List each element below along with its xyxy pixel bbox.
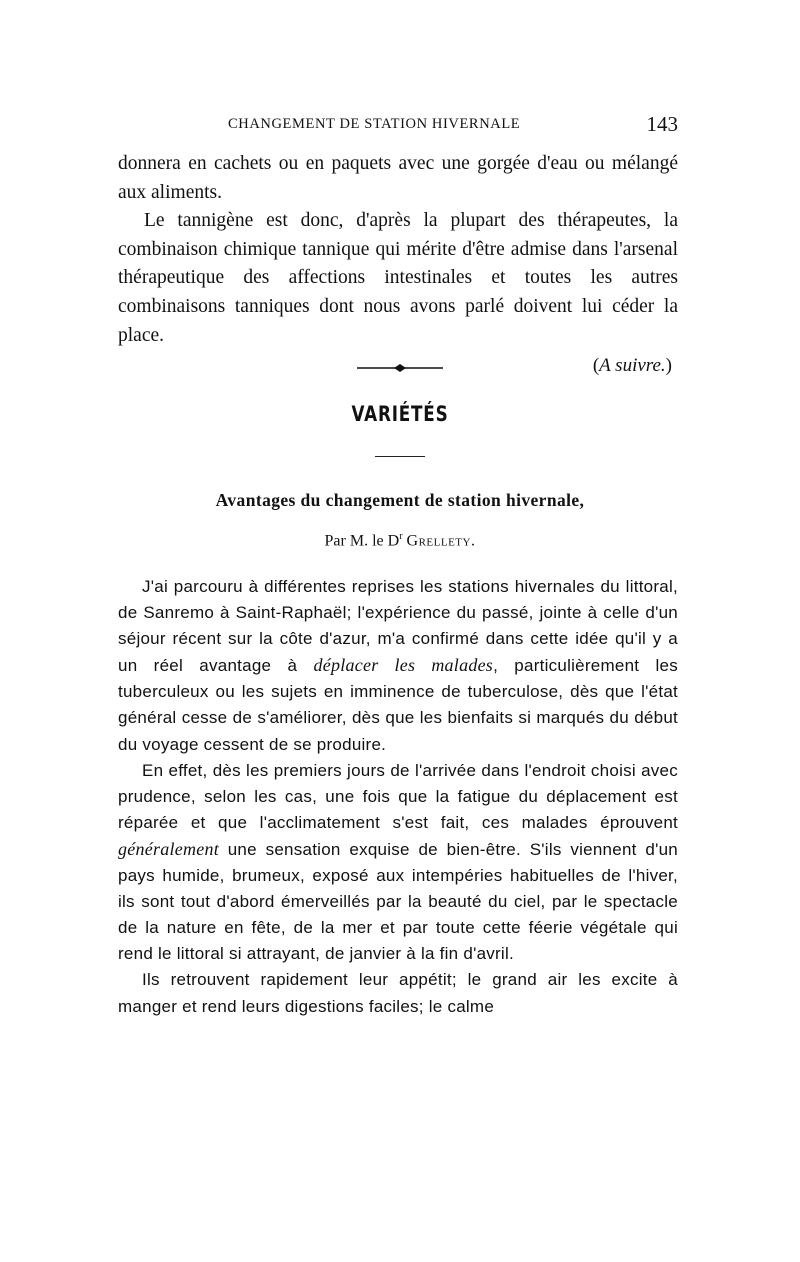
body-paragraph-1-text-b: , particulièrement les tuberculeux ou les sujets en imminence de tuberculose, dès que l'état général cesse de s'améliorer, dès que les bienfaits si marqués du début du voyage cessent de se produire. — [118, 656, 678, 754]
body-paragraph-1-emphasis: déplacer les malades — [313, 655, 494, 676]
paragraph-continuation: donnera en cachets ou en paquets avec une gorgée d'eau ou mélangé aux aliments. — [118, 153, 678, 203]
body-paragraph-2 — [118, 758, 678, 968]
section-rule — [375, 456, 425, 457]
body-paragraph-2-text-b: une sensation exquise de bien-être. S'ils viennent d'un pays humide, brumeux, exposé aux intempéries habituelles de l'hiver, ils sont tout d'abord émerveillés par la beauté du ciel, par le spectacle de la nature en fête, de la mer et par toute cette féerie végétale qui rend le littoral si attrayant, de janvier à la fin d'avril. — [118, 839, 678, 964]
body-paragraph-1-text-a: J'ai parcouru à différentes reprises les stations hivernales du littoral, de Sanremo à Saint-Raphaël; l'expérience du passé, jointe à celle d'un séjour récent sur la côte d'azur, m'a confirmé dans cette idée qu'il y a un réel avantage à — [118, 577, 678, 676]
section-title: VARIÉTÉS — [351, 402, 449, 426]
body-paragraph-1 — [118, 574, 678, 758]
body-paragraph-2-text-a: En effet, dès les premiers jours de l'arrivée dans l'endroit choisi avec prudence, selon les cas, une fois que la fatigue du déplacement est réparée et que l'acclimatement s'est fait, ces malades éprouvent — [118, 760, 678, 832]
to-be-continued-note: (A suivre.) — [592, 355, 672, 377]
article-byline — [0, 531, 800, 550]
body-paragraph-3: Ils retrouvent rapidement leur appétit; le grand air les excite à manger et rend leurs digestions faciles; le calme — [118, 970, 678, 1016]
running-head — [118, 112, 678, 140]
byline-sup: r — [399, 531, 403, 542]
article-body — [118, 574, 678, 1020]
running-title: CHANGEMENT DE STATION HIVERNALE — [228, 116, 521, 132]
byline-prefix: Par M. le D — [324, 532, 400, 550]
ornament-divider — [357, 362, 443, 374]
previous-article-ending — [118, 150, 678, 380]
byline-author: Grellety. — [406, 532, 476, 550]
body-paragraph-2-emphasis: généralement — [118, 838, 219, 859]
to-be-continued-text: A suivre. — [599, 355, 666, 377]
page-number: 143 — [646, 112, 678, 136]
paragraph-conclusion: Le tannigène est donc, d'après la plupart des thérapeutes, la combinaison chimique tannique qui mérite d'être admise dans l'arsenal thérapeutique des affections intestinales et toutes les autres combinaisons tanniques dont nous avons parlé doivent lui céder la place. — [118, 210, 678, 346]
article-title: Avantages du changement de station hivernale, — [215, 490, 585, 510]
